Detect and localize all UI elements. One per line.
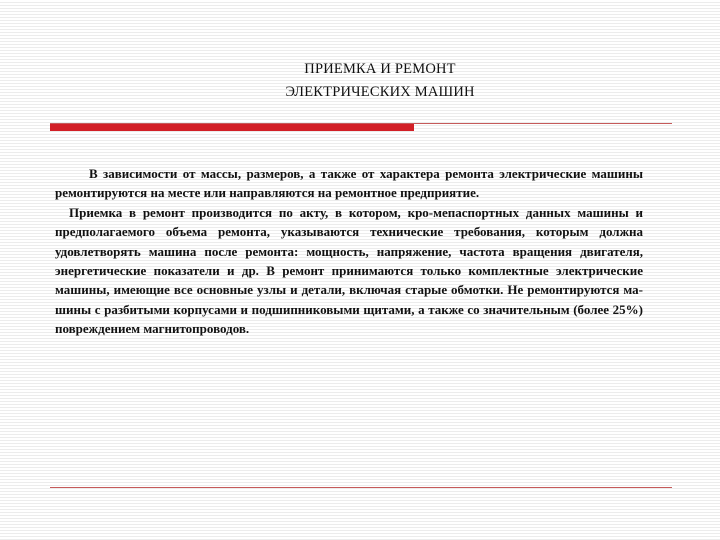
red-accent-bar: [50, 124, 414, 131]
slide-title-line-1: ПРИЕМКА И РЕМОНТ: [304, 61, 456, 77]
body-paragraph-2: Приемка в ремонт производится по акту, в котором, кро-мепаспортных данных машины и предполагаемого объема ремонта, указываются технические требования, которым должна удовлетворять машина после ремонта: мощность, напряжение, частота вращения двигателя, энергетические показатели и др. В ремонт принимаются только комплектные электрические машины, имеющие все основные узлы и детали, включая старые обмотки. Не ремонтируются ма-шины с разбитыми корпусами и подшипниковыми щитами, а также со значительным (более 25%) повреждением магнитопроводов.: [55, 204, 643, 337]
slide-title-line-2: ЭЛЕКТРИЧЕСКИХ МАШИН: [285, 84, 475, 100]
body-paragraph-1: В зависимости от массы, размеров, а также от характера ремонта электрические машины ремонтируются на месте или направляются на ремонтное предприятие.: [55, 166, 643, 201]
slide-body-text: [55, 164, 643, 339]
bottom-divider-line: [50, 487, 672, 488]
slide-title: [180, 58, 580, 104]
